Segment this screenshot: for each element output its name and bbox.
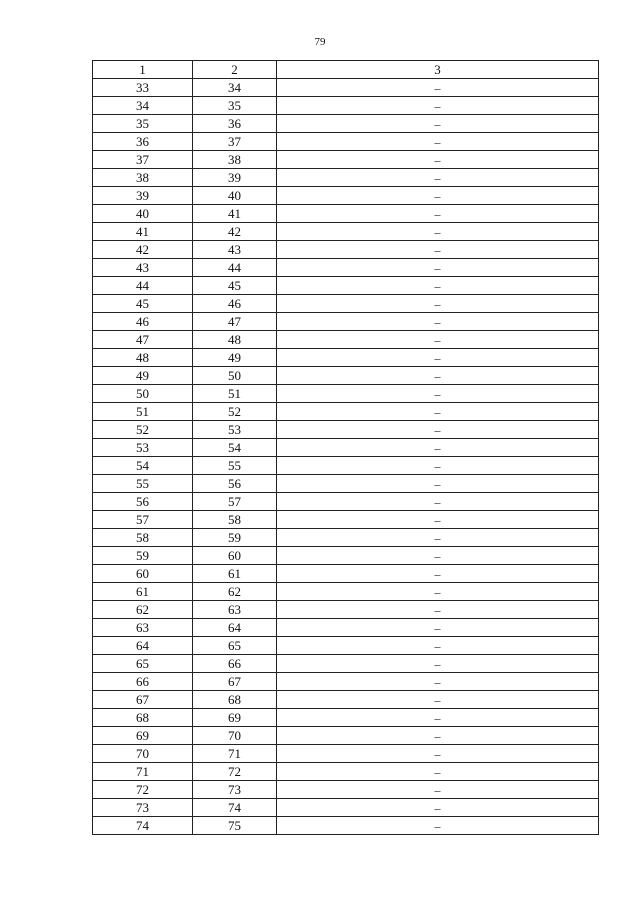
table-cell-col-3: –: [277, 709, 599, 727]
table-row: [93, 169, 599, 187]
table-row: [93, 745, 599, 763]
table-row: [93, 295, 599, 313]
table-cell-col-2: 71: [193, 745, 277, 763]
table-row: [93, 565, 599, 583]
table-cell-col-2: 66: [193, 655, 277, 673]
table-cell-col-3: –: [277, 493, 599, 511]
table-cell-col-3: –: [277, 313, 599, 331]
table-row: [93, 619, 599, 637]
table-row: [93, 781, 599, 799]
table-cell-col-3: –: [277, 763, 599, 781]
table-row: [93, 763, 599, 781]
table-cell-col-3: –: [277, 601, 599, 619]
table-cell-col-1: 68: [93, 709, 193, 727]
table-cell-col-3: –: [277, 475, 599, 493]
table-cell-col-2: 48: [193, 331, 277, 349]
table-row: [93, 331, 599, 349]
table-row: [93, 223, 599, 241]
table-cell-col-1: 61: [93, 583, 193, 601]
table-cell-col-2: 51: [193, 385, 277, 403]
table-cell-col-3: –: [277, 385, 599, 403]
table-cell-col-3: –: [277, 673, 599, 691]
table-cell-col-1: 46: [93, 313, 193, 331]
table-cell-col-1: 59: [93, 547, 193, 565]
table-cell-col-1: 36: [93, 133, 193, 151]
table-cell-col-2: 74: [193, 799, 277, 817]
table-header-row: [93, 61, 599, 79]
table-cell-col-2: 73: [193, 781, 277, 799]
table-cell-col-3: –: [277, 151, 599, 169]
table-cell-col-2: 61: [193, 565, 277, 583]
table-cell-col-2: 68: [193, 691, 277, 709]
table-cell-col-1: 53: [93, 439, 193, 457]
table-row: [93, 655, 599, 673]
table-row: [93, 691, 599, 709]
table-row: [93, 187, 599, 205]
table-cell-col-1: 44: [93, 277, 193, 295]
table-cell-col-3: –: [277, 637, 599, 655]
table-cell-col-2: 55: [193, 457, 277, 475]
table-row: [93, 547, 599, 565]
table-cell-col-1: 73: [93, 799, 193, 817]
table-cell-col-3: –: [277, 115, 599, 133]
table-cell-col-2: 58: [193, 511, 277, 529]
column-header-3: 3: [277, 61, 599, 79]
table-row: [93, 79, 599, 97]
table-body: [93, 79, 599, 835]
table-cell-col-1: 43: [93, 259, 193, 277]
table-cell-col-1: 48: [93, 349, 193, 367]
table-cell-col-3: –: [277, 169, 599, 187]
table-cell-col-2: 52: [193, 403, 277, 421]
table-cell-col-3: –: [277, 781, 599, 799]
table-cell-col-2: 59: [193, 529, 277, 547]
table-cell-col-1: 34: [93, 97, 193, 115]
table-row: [93, 115, 599, 133]
table-cell-col-2: 41: [193, 205, 277, 223]
table-row: [93, 277, 599, 295]
table-cell-col-3: –: [277, 259, 599, 277]
table-cell-col-1: 42: [93, 241, 193, 259]
table-cell-col-2: 39: [193, 169, 277, 187]
table-row: [93, 727, 599, 745]
table-cell-col-1: 64: [93, 637, 193, 655]
table-cell-col-1: 52: [93, 421, 193, 439]
table-row: [93, 97, 599, 115]
table-cell-col-3: –: [277, 277, 599, 295]
table-cell-col-1: 49: [93, 367, 193, 385]
table-cell-col-2: 70: [193, 727, 277, 745]
table-row: [93, 313, 599, 331]
table-cell-col-3: –: [277, 799, 599, 817]
table-cell-col-1: 56: [93, 493, 193, 511]
table-cell-col-1: 60: [93, 565, 193, 583]
table-cell-col-2: 49: [193, 349, 277, 367]
table-row: [93, 439, 599, 457]
table-cell-col-3: –: [277, 79, 599, 97]
table-cell-col-3: –: [277, 457, 599, 475]
table-cell-col-2: 40: [193, 187, 277, 205]
table-cell-col-1: 65: [93, 655, 193, 673]
table-cell-col-2: 42: [193, 223, 277, 241]
table-cell-col-2: 63: [193, 601, 277, 619]
table-cell-col-1: 74: [93, 817, 193, 835]
table-cell-col-3: –: [277, 727, 599, 745]
table-cell-col-1: 38: [93, 169, 193, 187]
table-cell-col-1: 62: [93, 601, 193, 619]
table-cell-col-3: –: [277, 529, 599, 547]
table-row: [93, 349, 599, 367]
table-cell-col-2: 53: [193, 421, 277, 439]
table-cell-col-2: 56: [193, 475, 277, 493]
table-row: [93, 241, 599, 259]
table-row: [93, 709, 599, 727]
table-cell-col-1: 54: [93, 457, 193, 475]
table-row: [93, 457, 599, 475]
table-row: [93, 421, 599, 439]
table-cell-col-2: 54: [193, 439, 277, 457]
table-cell-col-3: –: [277, 745, 599, 763]
table-cell-col-2: 65: [193, 637, 277, 655]
table-cell-col-1: 37: [93, 151, 193, 169]
table-cell-col-2: 46: [193, 295, 277, 313]
table-cell-col-2: 43: [193, 241, 277, 259]
table-cell-col-3: –: [277, 187, 599, 205]
table-cell-col-1: 39: [93, 187, 193, 205]
table-cell-col-2: 44: [193, 259, 277, 277]
table-cell-col-2: 69: [193, 709, 277, 727]
table-cell-col-1: 67: [93, 691, 193, 709]
table-row: [93, 529, 599, 547]
table-cell-col-2: 45: [193, 277, 277, 295]
table-row: [93, 475, 599, 493]
table-cell-col-1: 69: [93, 727, 193, 745]
table-cell-col-2: 72: [193, 763, 277, 781]
column-header-1: 1: [93, 61, 193, 79]
table-cell-col-3: –: [277, 205, 599, 223]
data-table: [92, 60, 599, 835]
table-cell-col-1: 70: [93, 745, 193, 763]
table-cell-col-3: –: [277, 817, 599, 835]
table-cell-col-2: 38: [193, 151, 277, 169]
table-row: [93, 673, 599, 691]
table-cell-col-2: 35: [193, 97, 277, 115]
table-row: [93, 367, 599, 385]
table-cell-col-1: 33: [93, 79, 193, 97]
table-row: [93, 151, 599, 169]
table-cell-col-3: –: [277, 439, 599, 457]
table-cell-col-3: –: [277, 421, 599, 439]
table-cell-col-3: –: [277, 583, 599, 601]
table-cell-col-1: 47: [93, 331, 193, 349]
table-cell-col-3: –: [277, 223, 599, 241]
table-cell-col-3: –: [277, 367, 599, 385]
table-cell-col-2: 60: [193, 547, 277, 565]
table-row: [93, 601, 599, 619]
table-cell-col-3: –: [277, 619, 599, 637]
table-cell-col-1: 57: [93, 511, 193, 529]
table-cell-col-3: –: [277, 97, 599, 115]
table-cell-col-1: 72: [93, 781, 193, 799]
table-cell-col-3: –: [277, 691, 599, 709]
table-cell-col-2: 57: [193, 493, 277, 511]
table-cell-col-3: –: [277, 655, 599, 673]
table-cell-col-3: –: [277, 547, 599, 565]
table-row: [93, 205, 599, 223]
table-cell-col-3: –: [277, 295, 599, 313]
table-cell-col-1: 66: [93, 673, 193, 691]
table-cell-col-2: 62: [193, 583, 277, 601]
table-cell-col-2: 36: [193, 115, 277, 133]
table-cell-col-3: –: [277, 349, 599, 367]
table-cell-col-1: 58: [93, 529, 193, 547]
table-cell-col-3: –: [277, 331, 599, 349]
table-cell-col-1: 40: [93, 205, 193, 223]
table-row: [93, 637, 599, 655]
table-cell-col-1: 71: [93, 763, 193, 781]
table-cell-col-3: –: [277, 133, 599, 151]
table-row: [93, 133, 599, 151]
table-row: [93, 259, 599, 277]
table-cell-col-3: –: [277, 565, 599, 583]
table-cell-col-1: 55: [93, 475, 193, 493]
table-row: [93, 511, 599, 529]
table-row: [93, 493, 599, 511]
table-cell-col-2: 37: [193, 133, 277, 151]
table-cell-col-3: –: [277, 511, 599, 529]
table-cell-col-3: –: [277, 403, 599, 421]
table-cell-col-1: 50: [93, 385, 193, 403]
table-row: [93, 403, 599, 421]
table-row: [93, 385, 599, 403]
table-cell-col-2: 50: [193, 367, 277, 385]
table-row: [93, 817, 599, 835]
table-cell-col-1: 45: [93, 295, 193, 313]
table-cell-col-1: 63: [93, 619, 193, 637]
table-cell-col-2: 34: [193, 79, 277, 97]
table-row: [93, 583, 599, 601]
column-header-2: 2: [193, 61, 277, 79]
table-cell-col-1: 51: [93, 403, 193, 421]
table-row: [93, 799, 599, 817]
page-number: 79: [314, 36, 326, 48]
table-cell-col-2: 47: [193, 313, 277, 331]
table-cell-col-1: 41: [93, 223, 193, 241]
table-cell-col-1: 35: [93, 115, 193, 133]
table-cell-col-3: –: [277, 241, 599, 259]
table-cell-col-2: 64: [193, 619, 277, 637]
table-cell-col-2: 75: [193, 817, 277, 835]
table-cell-col-2: 67: [193, 673, 277, 691]
